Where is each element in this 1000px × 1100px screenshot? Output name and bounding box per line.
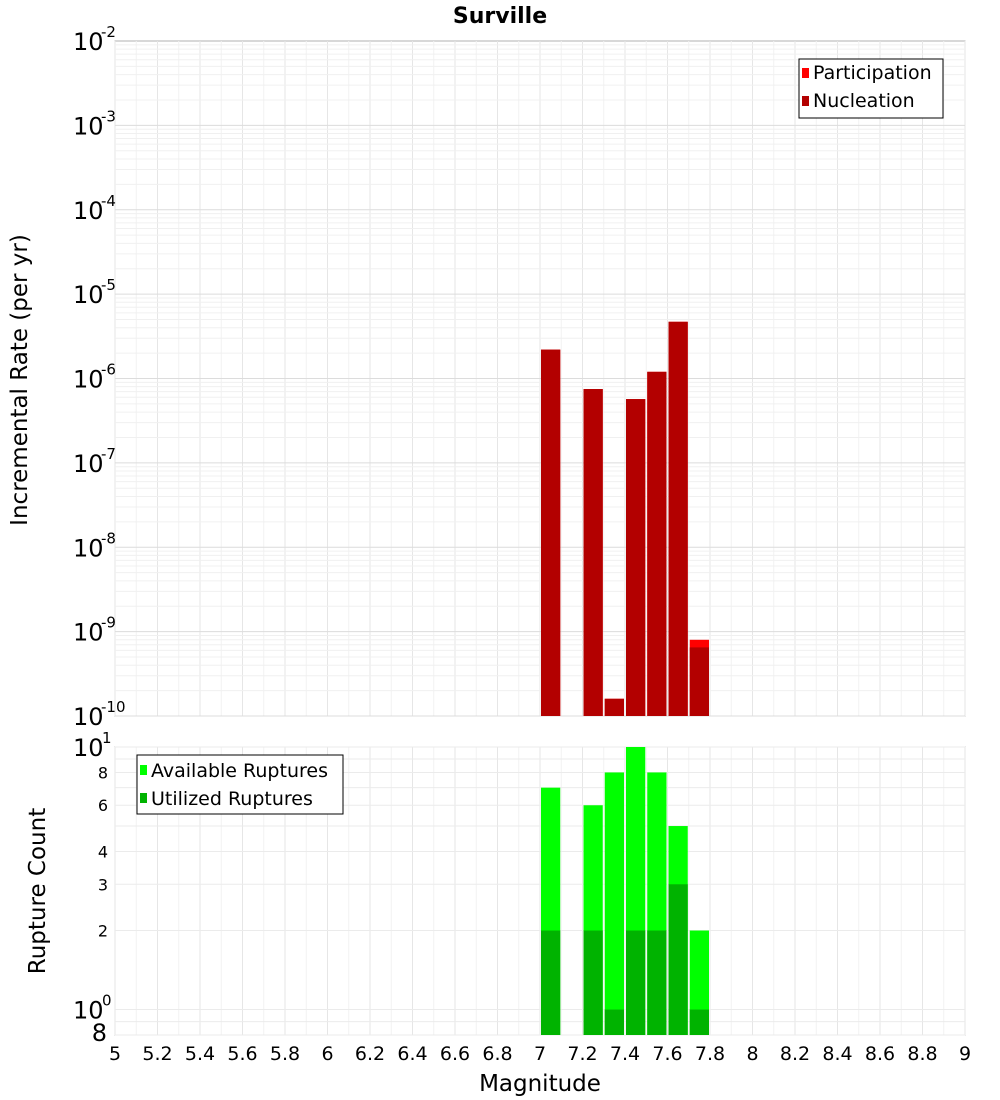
x-tick-label: 8.6 [864,1043,896,1065]
participation-legend-swatch [802,68,809,78]
available-legend-label: Available Ruptures [151,760,328,782]
nucleation-bar [647,372,666,716]
nucleation-legend-label: Nucleation [813,90,915,112]
count-y-tick-label: 6 [97,796,108,816]
rate-y-tick-label [73,107,116,140]
rate-y-tick-base: 10 [73,112,104,141]
count-y-tick-label: 2 [97,921,108,941]
x-tick-label: 7.2 [567,1043,598,1065]
rate-y-tick-base: 10 [73,534,104,563]
utilized-ruptures-bar [584,931,603,1035]
x-tick-label: 9 [958,1043,972,1065]
x-tick-label: 6.6 [439,1043,471,1065]
rate-y-tick-base: 10 [73,28,104,56]
nucleation-bar [541,350,560,716]
rate-y-tick-label [73,192,116,225]
chart-title: Surville [452,4,548,29]
count-y-tick-base: 10 [73,996,104,1025]
rate-y-tick-base: 10 [73,449,104,478]
x-tick-label: 7 [533,1043,547,1065]
x-tick-label: 8.4 [822,1043,853,1065]
rate-y-axis-title: Incremental Rate (per yr) [7,234,33,526]
count-y-tick-label: 8 [97,763,108,783]
x-axis-title: Magnitude [479,1071,601,1097]
nucleation-bar [669,322,688,716]
rate-y-tick-exponent: -2 [101,23,116,41]
rate-y-tick-exponent: -8 [101,529,116,548]
count-panel [25,729,971,1097]
utilized-ruptures-bar [605,1010,624,1035]
rate-y-tick-base: 10 [73,618,104,647]
count-y-major-tick [73,729,112,762]
count-y-bottom-label: 8 [91,1019,107,1047]
rate-y-tick-base: 10 [73,703,104,731]
x-tick-label: 5.8 [269,1043,301,1065]
x-tick-label: 6.4 [397,1043,428,1065]
rate-y-tick-base: 10 [73,196,104,225]
nucleation-bar [584,389,603,716]
x-tick-label: 6.8 [482,1043,513,1065]
x-tick-label: 5.4 [184,1043,216,1065]
count-y-tick-exponent: 0 [102,991,112,1010]
x-tick-label: 7.8 [694,1043,726,1065]
rate-panel [7,23,965,731]
count-y-tick-base: 10 [73,734,104,762]
utilized-ruptures-bar [669,884,688,1035]
x-ticks [109,1043,971,1065]
x-tick-label: 8.8 [907,1043,938,1065]
x-tick-label: 6 [321,1043,334,1065]
rate-y-tick-exponent: -7 [101,444,116,463]
count-y-tick-label: 4 [97,842,108,862]
rate-y-tick-label [73,445,116,478]
utilized-ruptures-bar [690,1010,709,1035]
utilized-legend-label: Utilized Ruptures [151,788,313,810]
x-tick-label: 7.4 [609,1043,641,1065]
count-y-axis-title: Rupture Count [25,807,51,975]
available-legend-swatch [140,765,147,775]
rate-legend [799,59,943,118]
rate-y-tick-label [73,23,116,56]
participation-legend-label: Participation [813,62,932,84]
rate-y-tick-label [73,614,116,647]
count-y-tick-exponent: 1 [102,729,112,747]
count-y-ticks [73,729,112,1047]
count-y-tick-label: 3 [97,875,108,895]
rate-y-tick-label [73,276,116,309]
rate-grid [115,41,965,716]
x-tick-label: 6.2 [354,1043,386,1065]
utilized-ruptures-bar [647,931,666,1035]
utilized-ruptures-bar [626,931,645,1035]
nucleation-legend-swatch [802,96,809,106]
x-tick-label: 8 [746,1043,759,1065]
rate-y-tick-label [73,698,126,731]
rate-y-tick-base: 10 [73,365,104,394]
available-ruptures-bar [605,772,624,1035]
x-tick-label: 5.2 [142,1043,173,1065]
rate-y-tick-exponent: -5 [101,276,116,295]
rate-y-tick-exponent: -10 [101,698,126,716]
rate-y-tick-label [73,529,116,562]
nucleation-bar [690,647,709,716]
x-tick-label: 7.6 [652,1043,683,1065]
x-tick-label: 8.2 [779,1043,811,1065]
x-tick-label: 5.6 [227,1043,258,1065]
rate-y-tick-label [73,361,116,394]
rate-y-tick-exponent: -6 [101,360,116,379]
count-legend [137,755,343,814]
utilized-ruptures-bar [541,931,560,1035]
rate-y-tick-exponent: -3 [101,107,116,126]
rate-y-tick-exponent: -4 [101,191,116,210]
nucleation-bar [626,399,645,716]
rate-y-tick-base: 10 [73,281,104,310]
x-tick-label: 5 [108,1043,122,1065]
utilized-legend-swatch [140,793,147,803]
nucleation-bar [605,699,624,716]
rate-y-tick-exponent: -9 [101,613,116,632]
